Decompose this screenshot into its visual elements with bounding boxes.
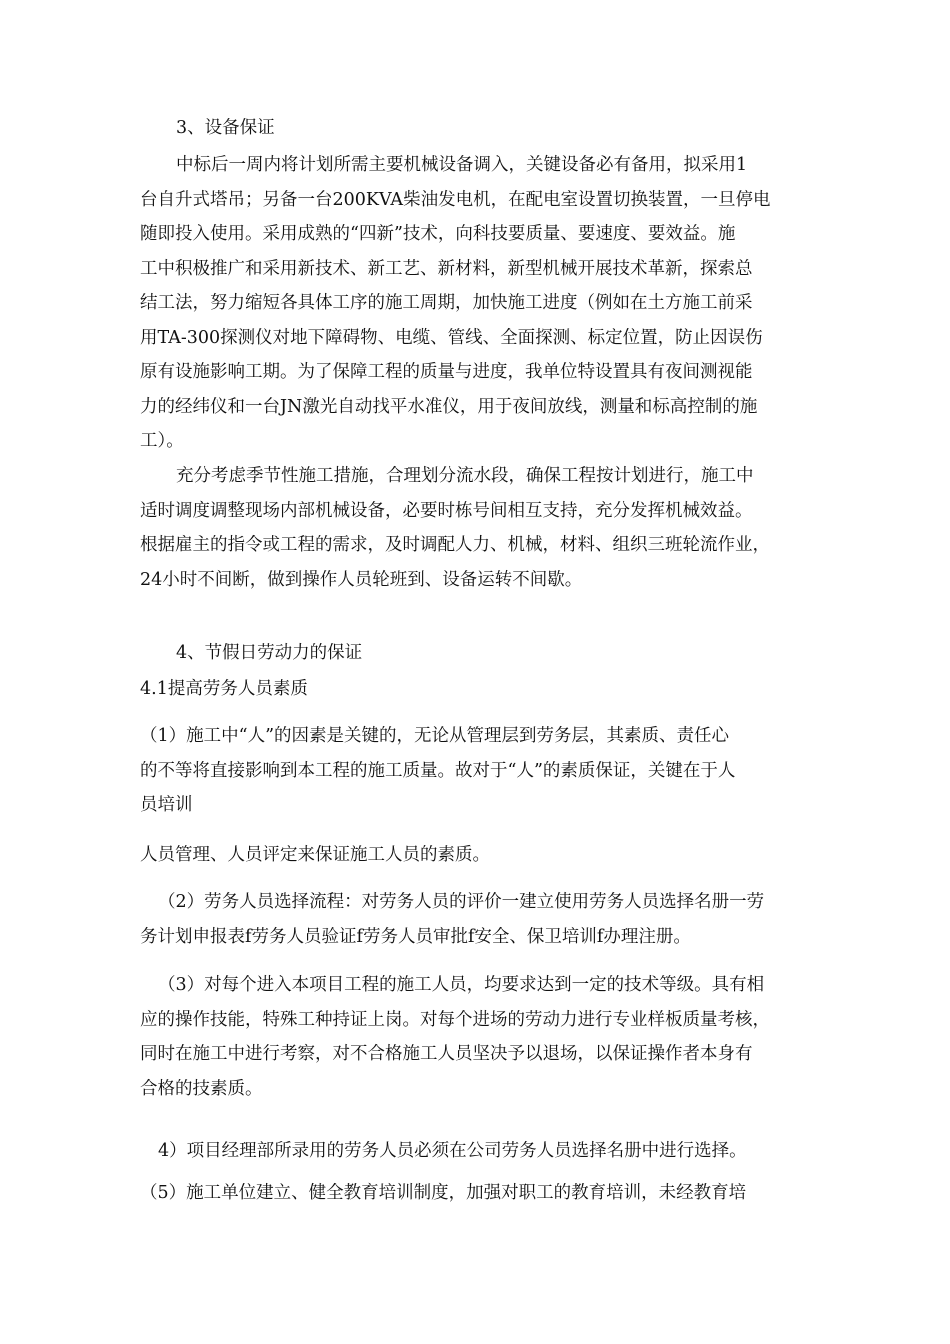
text-line: （3）对每个进入本项目工程的施工人员，均要求达到一定的技术等级。具有相 <box>158 975 765 995</box>
text-line: 4、节假日劳动力的保证 <box>176 643 363 663</box>
text-line: 同时在施工中进行考察，对不合格施工人员坚决予以退场，以保证操作者本身有 <box>140 1044 753 1064</box>
text-line: 务计划申报表f劳务人员验证f劳务人员审批f安全、保卫培训f办理注册。 <box>140 926 691 947</box>
list-item-4 <box>140 1134 830 1169</box>
text-line: （1）施工中“人”的因素是关键的，无论从管理层到劳务层，其素质、责任心 <box>140 726 730 746</box>
section-heading-4 <box>140 636 830 671</box>
paragraph-equipment <box>140 148 830 459</box>
text-line: （5）施工单位建立、健全教育培训制度，加强对职工的教育培训，未经教育培 <box>140 1183 747 1203</box>
text-line: 4）项目经理部所录用的劳务人员必须在公司劳务人员选择名册中进行选择。 <box>158 1141 747 1161</box>
subsection-heading-4-1 <box>140 672 830 707</box>
text-line: 根据雇主的指令或工程的需求，及时调配人力、机械，材料、组织三班轮流作业， <box>140 535 770 555</box>
text-line: 台自升式塔吊；另备一台200KVA柴油发电机，在配电室设置切换装置，一旦停电 <box>140 189 771 210</box>
text-line: 24小时不间断，做到操作人员轮班到、设备运转不间歇。 <box>140 569 583 590</box>
text-line: 随即投入使用。采用成熟的“四新”技术，向科技要质量、要速度、要效益。施 <box>140 224 736 244</box>
list-item-5 <box>140 1176 830 1211</box>
list-item-2 <box>140 885 830 954</box>
text-line: 原有设施影响工期。为了保障工程的质量与进度，我单位特设置具有夜间测视能 <box>140 362 753 382</box>
text-line: 员培训 <box>140 795 193 815</box>
text-line: 人员管理、人员评定来保证施工人员的素质。 <box>140 845 490 865</box>
text-line: 4.1提高劳务人员素质 <box>140 679 308 699</box>
text-line: 应的操作技能，特殊工种持证上岗。对每个进场的劳动力进行专业样板质量考核， <box>140 1009 770 1030</box>
text-line: 充分考虑季节性施工措施，合理划分流水段，确保工程按计划进行，施工中 <box>176 466 754 486</box>
text-line: 用TA-300探测仪对地下障碍物、电缆、管线、全面探测、标定位置，防止因误伤 <box>140 327 763 348</box>
paragraph-seasonal <box>140 459 830 597</box>
section-heading-3 <box>140 111 830 146</box>
text-line: 工中积极推广和采用新技术、新工艺、新材料，新型机械开展技术革新，探索总 <box>140 258 753 279</box>
text-line: 结工法，努力缩短各具体工序的施工周期，加快施工进度（例如在土方施工前采 <box>140 293 753 313</box>
text-line: 工）。 <box>140 431 184 451</box>
list-item-1 <box>140 719 830 823</box>
text-line: 3、设备保证 <box>176 118 275 138</box>
text-line: 的不等将直接影响到本工程的施工质量。故对于“人”的素质保证，关键在于人 <box>140 760 736 781</box>
list-item-1-continued <box>140 838 830 873</box>
text-line: 合格的技素质。 <box>140 1078 263 1099</box>
text-line: 中标后一周内将计划所需主要机械设备调入，关键设备必有备用，拟采用1 <box>176 155 748 175</box>
text-line: 力的经纬仪和一台JN激光自动找平水准仪，用于夜间放线，测量和标高控制的施 <box>140 396 758 417</box>
text-line: （2）劳务人员选择流程：对劳务人员的评价一建立使用劳务人员选择名册一劳 <box>158 892 765 912</box>
text-line: 适时调度调整现场内部机械设备，必要时栋号间相互支持，充分发挥机械效益。 <box>140 500 753 521</box>
list-item-3 <box>140 968 830 1106</box>
